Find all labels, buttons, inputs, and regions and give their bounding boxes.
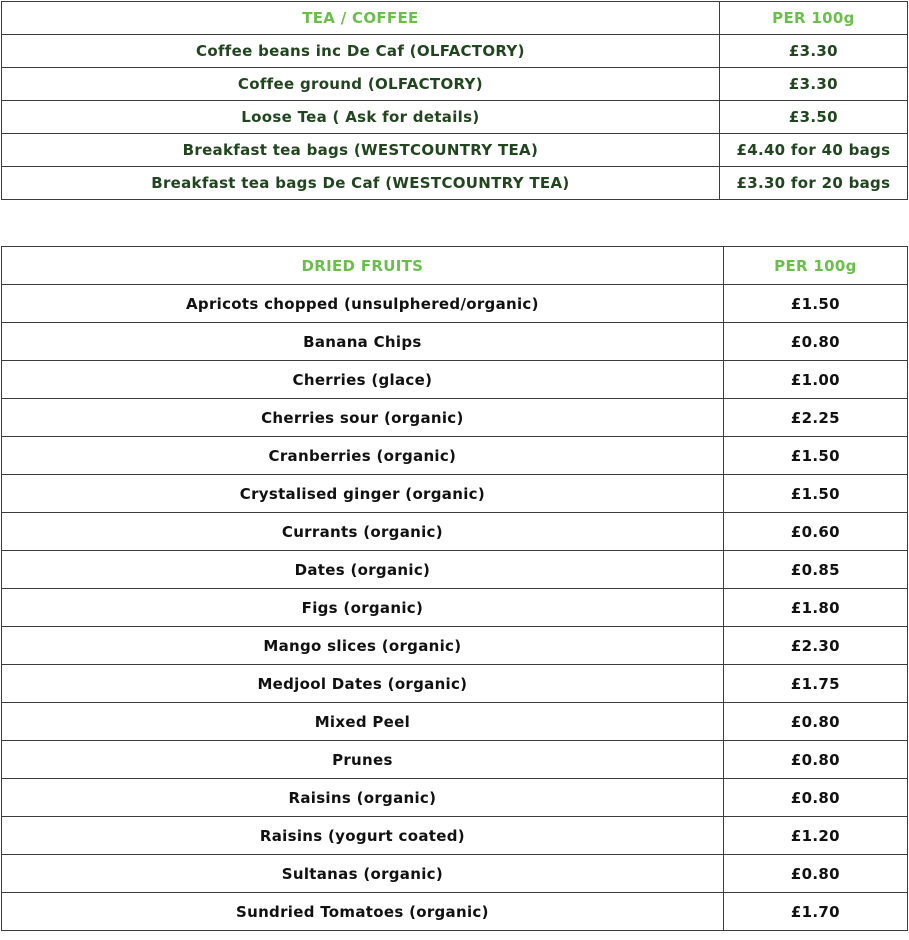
item-name: Currants (organic)	[2, 513, 724, 551]
table-row	[2, 101, 908, 134]
table-row	[2, 68, 908, 101]
item-name: Cherries sour (organic)	[2, 399, 724, 437]
item-name: Mango slices (organic)	[2, 627, 724, 665]
item-price: £1.50	[723, 475, 907, 513]
item-name: Raisins (yogurt coated)	[2, 817, 724, 855]
item-price: £0.85	[723, 551, 907, 589]
tea-coffee-header-price: PER 100g	[719, 2, 907, 35]
item-name: Loose Tea ( Ask for details)	[2, 101, 720, 134]
item-name: Cranberries (organic)	[2, 437, 724, 475]
item-name: Sultanas (organic)	[2, 855, 724, 893]
item-name: Medjool Dates (organic)	[2, 665, 724, 703]
table-row	[2, 665, 908, 703]
item-price: £0.80	[723, 855, 907, 893]
item-price: £2.30	[723, 627, 907, 665]
dried-fruits-header-name: DRIED FRUITS	[2, 247, 724, 285]
item-price: £0.80	[723, 741, 907, 779]
tea-coffee-header-name: TEA / COFFEE	[2, 2, 720, 35]
table-row	[2, 437, 908, 475]
dried-fruits-table	[1, 246, 908, 931]
table-row	[2, 285, 908, 323]
table-row	[2, 399, 908, 437]
item-price: £3.30	[719, 68, 907, 101]
item-price: £0.80	[723, 779, 907, 817]
item-price: £1.80	[723, 589, 907, 627]
item-name: Mixed Peel	[2, 703, 724, 741]
item-name: Dates (organic)	[2, 551, 724, 589]
table-row	[2, 35, 908, 68]
table-row	[2, 855, 908, 893]
item-price: £0.60	[723, 513, 907, 551]
table-row	[2, 741, 908, 779]
item-name: Figs (organic)	[2, 589, 724, 627]
table-row	[2, 513, 908, 551]
item-name: Coffee ground (OLFACTORY)	[2, 68, 720, 101]
item-price: £1.50	[723, 285, 907, 323]
table-row	[2, 703, 908, 741]
item-name: Cherries (glace)	[2, 361, 724, 399]
table-row	[2, 893, 908, 931]
item-price: £1.00	[723, 361, 907, 399]
tea-coffee-table	[1, 1, 908, 200]
table-row	[2, 167, 908, 200]
table-row	[2, 589, 908, 627]
table-row	[2, 817, 908, 855]
table-row	[2, 551, 908, 589]
dried-fruits-body	[2, 247, 908, 931]
tea-coffee-header-row	[2, 2, 908, 35]
item-price: £0.80	[723, 323, 907, 361]
item-name: Breakfast tea bags De Caf (WESTCOUNTRY TEA)	[2, 167, 720, 200]
dried-fruits-header-row	[2, 247, 908, 285]
table-row	[2, 361, 908, 399]
item-price: £3.30 for 20 bags	[719, 167, 907, 200]
item-price: £3.30	[719, 35, 907, 68]
item-name: Coffee beans inc De Caf (OLFACTORY)	[2, 35, 720, 68]
dried-fruits-header-price: PER 100g	[723, 247, 907, 285]
item-name: Prunes	[2, 741, 724, 779]
item-name: Apricots chopped (unsulphered/organic)	[2, 285, 724, 323]
tea-coffee-body	[2, 2, 908, 200]
table-row	[2, 779, 908, 817]
item-price: £2.25	[723, 399, 907, 437]
item-price: £1.20	[723, 817, 907, 855]
item-price: £1.70	[723, 893, 907, 931]
table-row	[2, 475, 908, 513]
item-name: Banana Chips	[2, 323, 724, 361]
item-name: Sundried Tomatoes (organic)	[2, 893, 724, 931]
item-price: £4.40 for 40 bags	[719, 134, 907, 167]
table-row	[2, 134, 908, 167]
item-price: £0.80	[723, 703, 907, 741]
table-row	[2, 627, 908, 665]
item-name: Crystalised ginger (organic)	[2, 475, 724, 513]
table-row	[2, 323, 908, 361]
item-price: £1.75	[723, 665, 907, 703]
item-price: £3.50	[719, 101, 907, 134]
item-name: Raisins (organic)	[2, 779, 724, 817]
item-price: £1.50	[723, 437, 907, 475]
item-name: Breakfast tea bags (WESTCOUNTRY TEA)	[2, 134, 720, 167]
